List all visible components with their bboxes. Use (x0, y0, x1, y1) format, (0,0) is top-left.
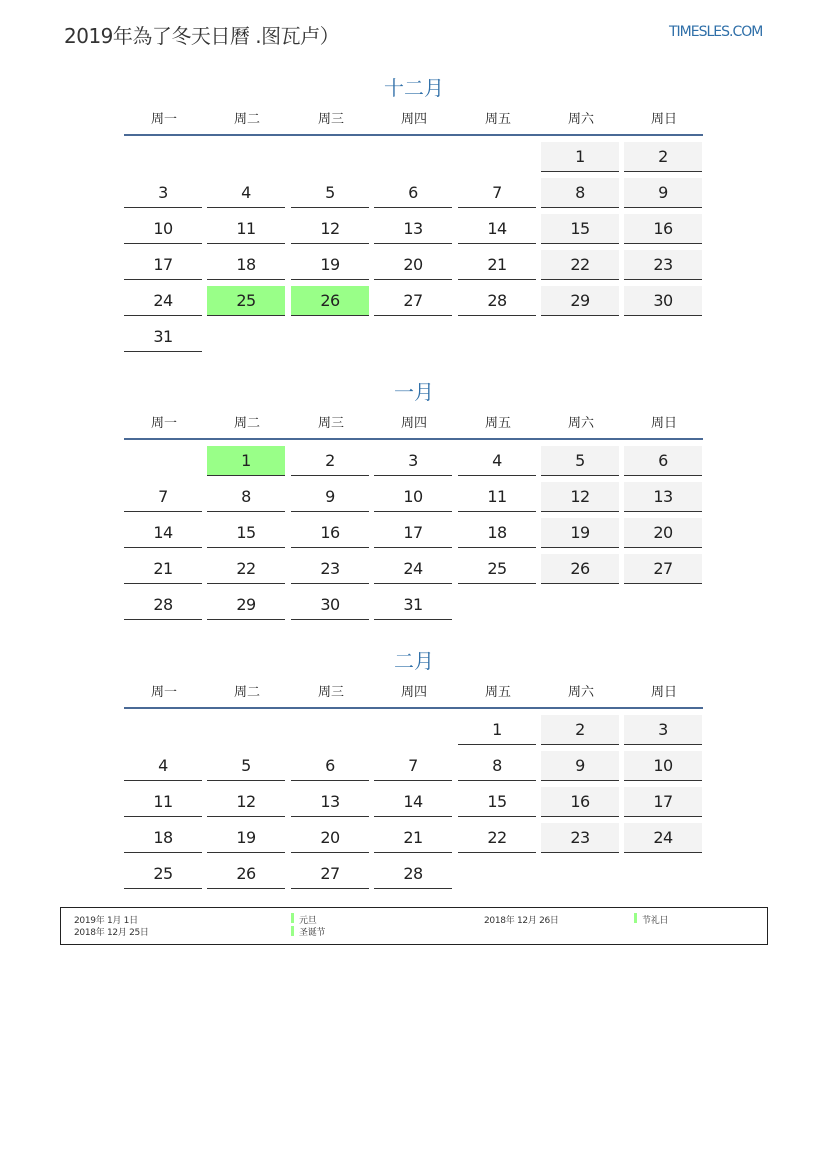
legend-date: 2018年 12月 25日 (74, 928, 149, 938)
day-cell[interactable]: 6 (374, 178, 452, 208)
day-cell[interactable]: 24 (624, 823, 702, 853)
day-cell[interactable]: 6 (624, 446, 702, 476)
day-cell[interactable]: 16 (291, 518, 369, 548)
day-cell[interactable]: 28 (124, 590, 202, 620)
day-cell[interactable]: 7 (458, 178, 536, 208)
legend-date: 2019年 1月 1日 (74, 916, 138, 926)
weekday-label: 周日 (650, 112, 677, 127)
holiday-marker (634, 913, 637, 923)
holiday-day-cell[interactable]: 25 (207, 286, 285, 316)
day-cell[interactable]: 4 (207, 178, 285, 208)
day-cell[interactable]: 12 (291, 214, 369, 244)
day-cell[interactable]: 21 (374, 823, 452, 853)
day-cell[interactable]: 31 (124, 322, 202, 352)
holiday-day-cell[interactable]: 26 (291, 286, 369, 316)
day-cell[interactable]: 4 (458, 446, 536, 476)
day-cell[interactable]: 7 (374, 751, 452, 781)
day-cell[interactable]: 27 (624, 554, 702, 584)
weekday-label: 周三 (317, 416, 344, 431)
day-cell[interactable]: 27 (291, 859, 369, 889)
weekday-label: 周五 (484, 112, 511, 127)
day-cell[interactable]: 17 (624, 787, 702, 817)
day-cell[interactable]: 8 (541, 178, 619, 208)
day-cell[interactable]: 17 (124, 250, 202, 280)
day-cell[interactable]: 18 (458, 518, 536, 548)
day-cell[interactable]: 20 (291, 823, 369, 853)
weekday-label: 周六 (567, 112, 594, 127)
weekday-label: 周一 (150, 685, 177, 700)
legend-date: 2018年 12月 26日 (484, 916, 559, 926)
day-cell[interactable]: 16 (624, 214, 702, 244)
month-calendar (124, 72, 704, 346)
weekday-label: 周日 (650, 416, 677, 431)
day-cell[interactable]: 18 (124, 823, 202, 853)
day-cell[interactable]: 14 (458, 214, 536, 244)
weekday-label: 周三 (317, 112, 344, 127)
day-cell[interactable]: 22 (207, 554, 285, 584)
holiday-legend (60, 907, 768, 945)
weekday-label: 周五 (484, 416, 511, 431)
day-cell[interactable]: 9 (624, 178, 702, 208)
day-cell[interactable]: 27 (374, 286, 452, 316)
day-cell[interactable]: 2 (541, 715, 619, 745)
day-cell[interactable]: 11 (207, 214, 285, 244)
day-cell[interactable]: 25 (458, 554, 536, 584)
day-cell[interactable]: 21 (458, 250, 536, 280)
day-cell[interactable]: 24 (374, 554, 452, 584)
day-cell[interactable]: 15 (458, 787, 536, 817)
day-cell[interactable]: 4 (124, 751, 202, 781)
day-cell[interactable]: 3 (374, 446, 452, 476)
weekday-label: 周一 (150, 112, 177, 127)
day-cell[interactable]: 29 (541, 286, 619, 316)
day-cell[interactable]: 23 (541, 823, 619, 853)
weekday-label: 周一 (150, 416, 177, 431)
day-cell[interactable]: 20 (374, 250, 452, 280)
day-cell[interactable]: 18 (207, 250, 285, 280)
day-cell[interactable]: 5 (541, 446, 619, 476)
weekday-label: 周四 (400, 685, 427, 700)
weekday-label: 周二 (233, 416, 260, 431)
day-cell[interactable]: 28 (374, 859, 452, 889)
day-cell[interactable]: 3 (624, 715, 702, 745)
day-cell[interactable]: 25 (124, 859, 202, 889)
header-divider (124, 134, 703, 136)
day-cell[interactable]: 28 (458, 286, 536, 316)
day-cell[interactable]: 2 (624, 142, 702, 172)
header-divider (124, 707, 703, 709)
day-cell[interactable]: 29 (207, 590, 285, 620)
day-cell[interactable]: 11 (458, 482, 536, 512)
day-cell[interactable]: 15 (207, 518, 285, 548)
day-cell[interactable]: 23 (291, 554, 369, 584)
weekday-label: 周二 (233, 112, 260, 127)
legend-holiday-name: 圣诞节 (299, 928, 326, 938)
day-cell[interactable]: 19 (291, 250, 369, 280)
day-cell[interactable]: 10 (374, 482, 452, 512)
weekday-label: 周六 (567, 685, 594, 700)
legend-holiday-name: 节礼日 (642, 916, 669, 926)
weekday-label: 周二 (233, 685, 260, 700)
legend-holiday-name: 元旦 (299, 916, 317, 926)
month-title: 一月 (394, 380, 434, 404)
day-cell[interactable]: 13 (374, 214, 452, 244)
day-cell[interactable]: 23 (624, 250, 702, 280)
document-title: 2019年為了冬天日曆 .图瓦卢） (64, 24, 340, 48)
day-cell[interactable]: 22 (458, 823, 536, 853)
day-cell[interactable]: 24 (124, 286, 202, 316)
day-cell[interactable]: 13 (624, 482, 702, 512)
day-cell[interactable]: 11 (124, 787, 202, 817)
weekday-label: 周六 (567, 416, 594, 431)
day-cell[interactable]: 30 (624, 286, 702, 316)
day-cell[interactable]: 31 (374, 590, 452, 620)
weekday-label: 周三 (317, 685, 344, 700)
day-cell[interactable]: 19 (207, 823, 285, 853)
weekday-label: 周四 (400, 112, 427, 127)
weekday-header (124, 412, 704, 432)
day-cell[interactable]: 5 (291, 178, 369, 208)
day-cell[interactable]: 15 (541, 214, 619, 244)
day-cell[interactable]: 26 (207, 859, 285, 889)
day-cell[interactable]: 14 (374, 787, 452, 817)
day-cell[interactable]: 9 (291, 482, 369, 512)
day-cell[interactable]: 19 (541, 518, 619, 548)
day-cell[interactable]: 12 (541, 482, 619, 512)
weekday-header (124, 108, 704, 128)
day-cell[interactable]: 13 (291, 787, 369, 817)
weekday-label: 周日 (650, 685, 677, 700)
day-cell[interactable]: 8 (207, 482, 285, 512)
day-cell[interactable]: 7 (124, 482, 202, 512)
day-cell[interactable]: 22 (541, 250, 619, 280)
header-divider (124, 438, 703, 440)
holiday-day-cell[interactable]: 1 (207, 446, 285, 476)
day-cell[interactable]: 26 (541, 554, 619, 584)
site-link[interactable]: TIMESLES.COM (669, 24, 763, 40)
day-cell[interactable]: 1 (458, 715, 536, 745)
day-cell[interactable]: 30 (291, 590, 369, 620)
day-cell[interactable]: 12 (207, 787, 285, 817)
day-cell[interactable]: 5 (207, 751, 285, 781)
day-cell[interactable]: 17 (374, 518, 452, 548)
day-cell[interactable]: 10 (624, 751, 702, 781)
day-cell[interactable]: 10 (124, 214, 202, 244)
day-cell[interactable]: 14 (124, 518, 202, 548)
day-cell[interactable]: 21 (124, 554, 202, 584)
day-cell[interactable]: 1 (541, 142, 619, 172)
holiday-marker (291, 926, 294, 936)
holiday-marker (291, 913, 294, 923)
weekday-label: 周五 (484, 685, 511, 700)
day-cell[interactable]: 6 (291, 751, 369, 781)
day-cell[interactable]: 3 (124, 178, 202, 208)
month-calendar (124, 376, 704, 636)
month-title: 二月 (394, 649, 434, 673)
day-cell[interactable]: 16 (541, 787, 619, 817)
weekday-label: 周四 (400, 416, 427, 431)
day-cell[interactable]: 2 (291, 446, 369, 476)
month-calendar (124, 645, 704, 905)
month-title: 十二月 (384, 76, 444, 100)
day-cell[interactable]: 9 (541, 751, 619, 781)
day-cell[interactable]: 8 (458, 751, 536, 781)
weekday-header (124, 681, 704, 701)
day-cell[interactable]: 20 (624, 518, 702, 548)
